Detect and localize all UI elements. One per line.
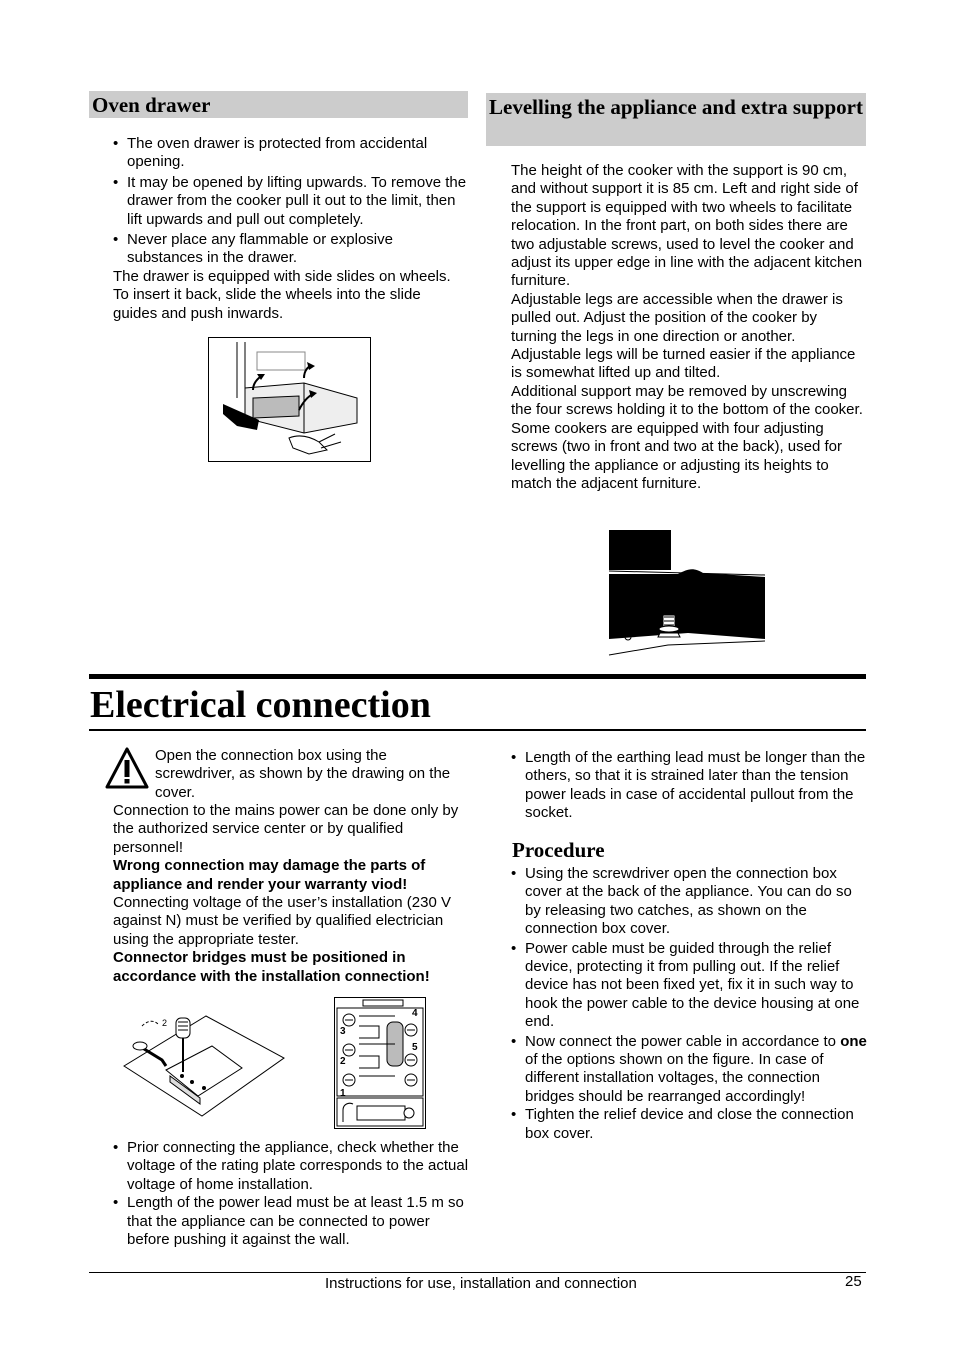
procedure-text: of the options shown on the figure. In case of different installation voltages, the connection bridges should be rearranged accordingly! [525, 1051, 824, 1105]
list-item [511, 1033, 867, 1107]
warranty-warning: Wrong connection may damage the parts of appliance and render your warranty viod! [113, 857, 426, 893]
electrical-right-bullets [511, 749, 867, 823]
connection-box-illustration [122, 1010, 286, 1128]
list-item: • Power cable must be guided through the relief device, protecting it from pulling out. If the relief device has not been fixed yet, fix it in such way to hook the power cable to the device housing at one end. [511, 940, 867, 1032]
electrical-connection-title: Electrical connection [90, 684, 431, 726]
terminal-number: 1 [340, 1088, 346, 1099]
title-rule-top [89, 674, 866, 679]
procedure-emphasis: one [840, 1032, 867, 1050]
electrical-left-body [113, 802, 471, 986]
electrical-left-bullets [113, 1139, 471, 1249]
oven-drawer-heading [89, 91, 468, 118]
connection-box-drawing [122, 1010, 286, 1128]
footer-rule [89, 1272, 866, 1273]
list-item: • Length of the power lead must be at least 1.5 m so that the appliance can be connected to power before pushing it against the wall. [113, 1194, 471, 1249]
levelling-paragraph: Adjustable legs are accessible when the drawer is pulled out. Adjust the position of the cooker by turning the legs in one direction or another. Adjustable legs will be turned easier if the appliance is somewhat lifted up and tilted. [511, 290, 856, 382]
list-item: • The oven drawer is protected from accidental opening. [113, 135, 469, 172]
procedure-text: Now connect the power cable in accordance to [525, 1032, 841, 1050]
footer-text: Instructions for use, installation and connection [325, 1275, 637, 1292]
levelling-paragraph: Additional support may be removed by unscrewing the four screws holding it to the bottom of the cooker. [511, 382, 863, 419]
leveling-foot-illustration [608, 529, 766, 657]
list-item: • Prior connecting the appliance, check whether the voltage of the rating plate corresponds to the actual voltage of home installation. [113, 1139, 471, 1194]
svg-text:2: 2 [162, 1018, 168, 1028]
list-item: • Tighten the relief device and close the connection box cover. [511, 1106, 867, 1143]
procedure-list [511, 865, 867, 1143]
drawer-illustration [208, 337, 371, 462]
voltage-paragraph: Connecting voltage of the user’s installation (230 V against N) must be verified by qualified electrician using the appropriate tester. [113, 894, 451, 948]
levelling-heading-text: Levelling the appliance and extra support [489, 95, 863, 119]
list-item: • It may be opened by lifting upwards. To remove the drawer from the cooker pull it out to the limit, then lift upwards and pull out completely. [113, 174, 469, 229]
oven-drawer-bullets [113, 135, 469, 268]
page-number: 25 [845, 1273, 862, 1290]
levelling-heading [486, 93, 866, 146]
levelling-paragraph: Some cookers are equipped with four adjusting screws (two in front and two at the back), used for levelling the appliance or adjusting its heights to match the adjacent furniture. [511, 419, 842, 492]
terminal-number: 5 [412, 1042, 418, 1053]
terminal-number: 3 [340, 1026, 346, 1037]
leveling-foot-drawing [608, 529, 766, 657]
procedure-body [511, 865, 867, 1143]
levelling-paragraph: The height of the cooker with the support is 90 cm, and without support it is 85 cm. Left and right side of the support is equipped with two wheels to facilitate relocation. In the front part, on both sides there are two adjustable screws, used to level the cooker and adjust its upper edge in line with the adjacent kitchen furniture. [511, 162, 863, 290]
terminal-number: 4 [412, 1008, 418, 1019]
terminal-number: 2 [340, 1056, 346, 1067]
warning-icon [105, 747, 149, 789]
drawer-drawing [209, 338, 370, 461]
oven-drawer-heading-text: Oven drawer [92, 93, 211, 117]
mains-power-paragraph: Connection to the mains power can be done only by the authorized service center or by qualified personnel! [113, 802, 459, 856]
list-item: • Using the screwdriver open the connection box cover at the back of the appliance. You can do so by releasing two catches, as shown on the connection box cover. [511, 865, 867, 939]
terminal-block-illustration [334, 997, 426, 1129]
oven-drawer-paragraph: The drawer is equipped with side slides on wheels. To insert it back, slide the wheels into the slide guides and push inwards. [113, 267, 451, 322]
list-item: • Length of the earthing lead must be longer than the others, so that it is strained later than the tension power leads in case of accidental pullout from the socket. [511, 749, 867, 823]
title-rule-bottom [89, 729, 866, 731]
connector-bridges-warning: Connector bridges must be positioned in accordance with the installation connection! [113, 949, 430, 985]
procedure-heading: Procedure [512, 838, 605, 862]
list-item: • Never place any flammable or explosive substances in the drawer. [113, 231, 469, 268]
warning-text: Open the connection box using the screwdriver, as shown by the drawing on the cover. [155, 747, 451, 801]
oven-drawer-body [113, 135, 469, 323]
levelling-body [511, 162, 867, 493]
